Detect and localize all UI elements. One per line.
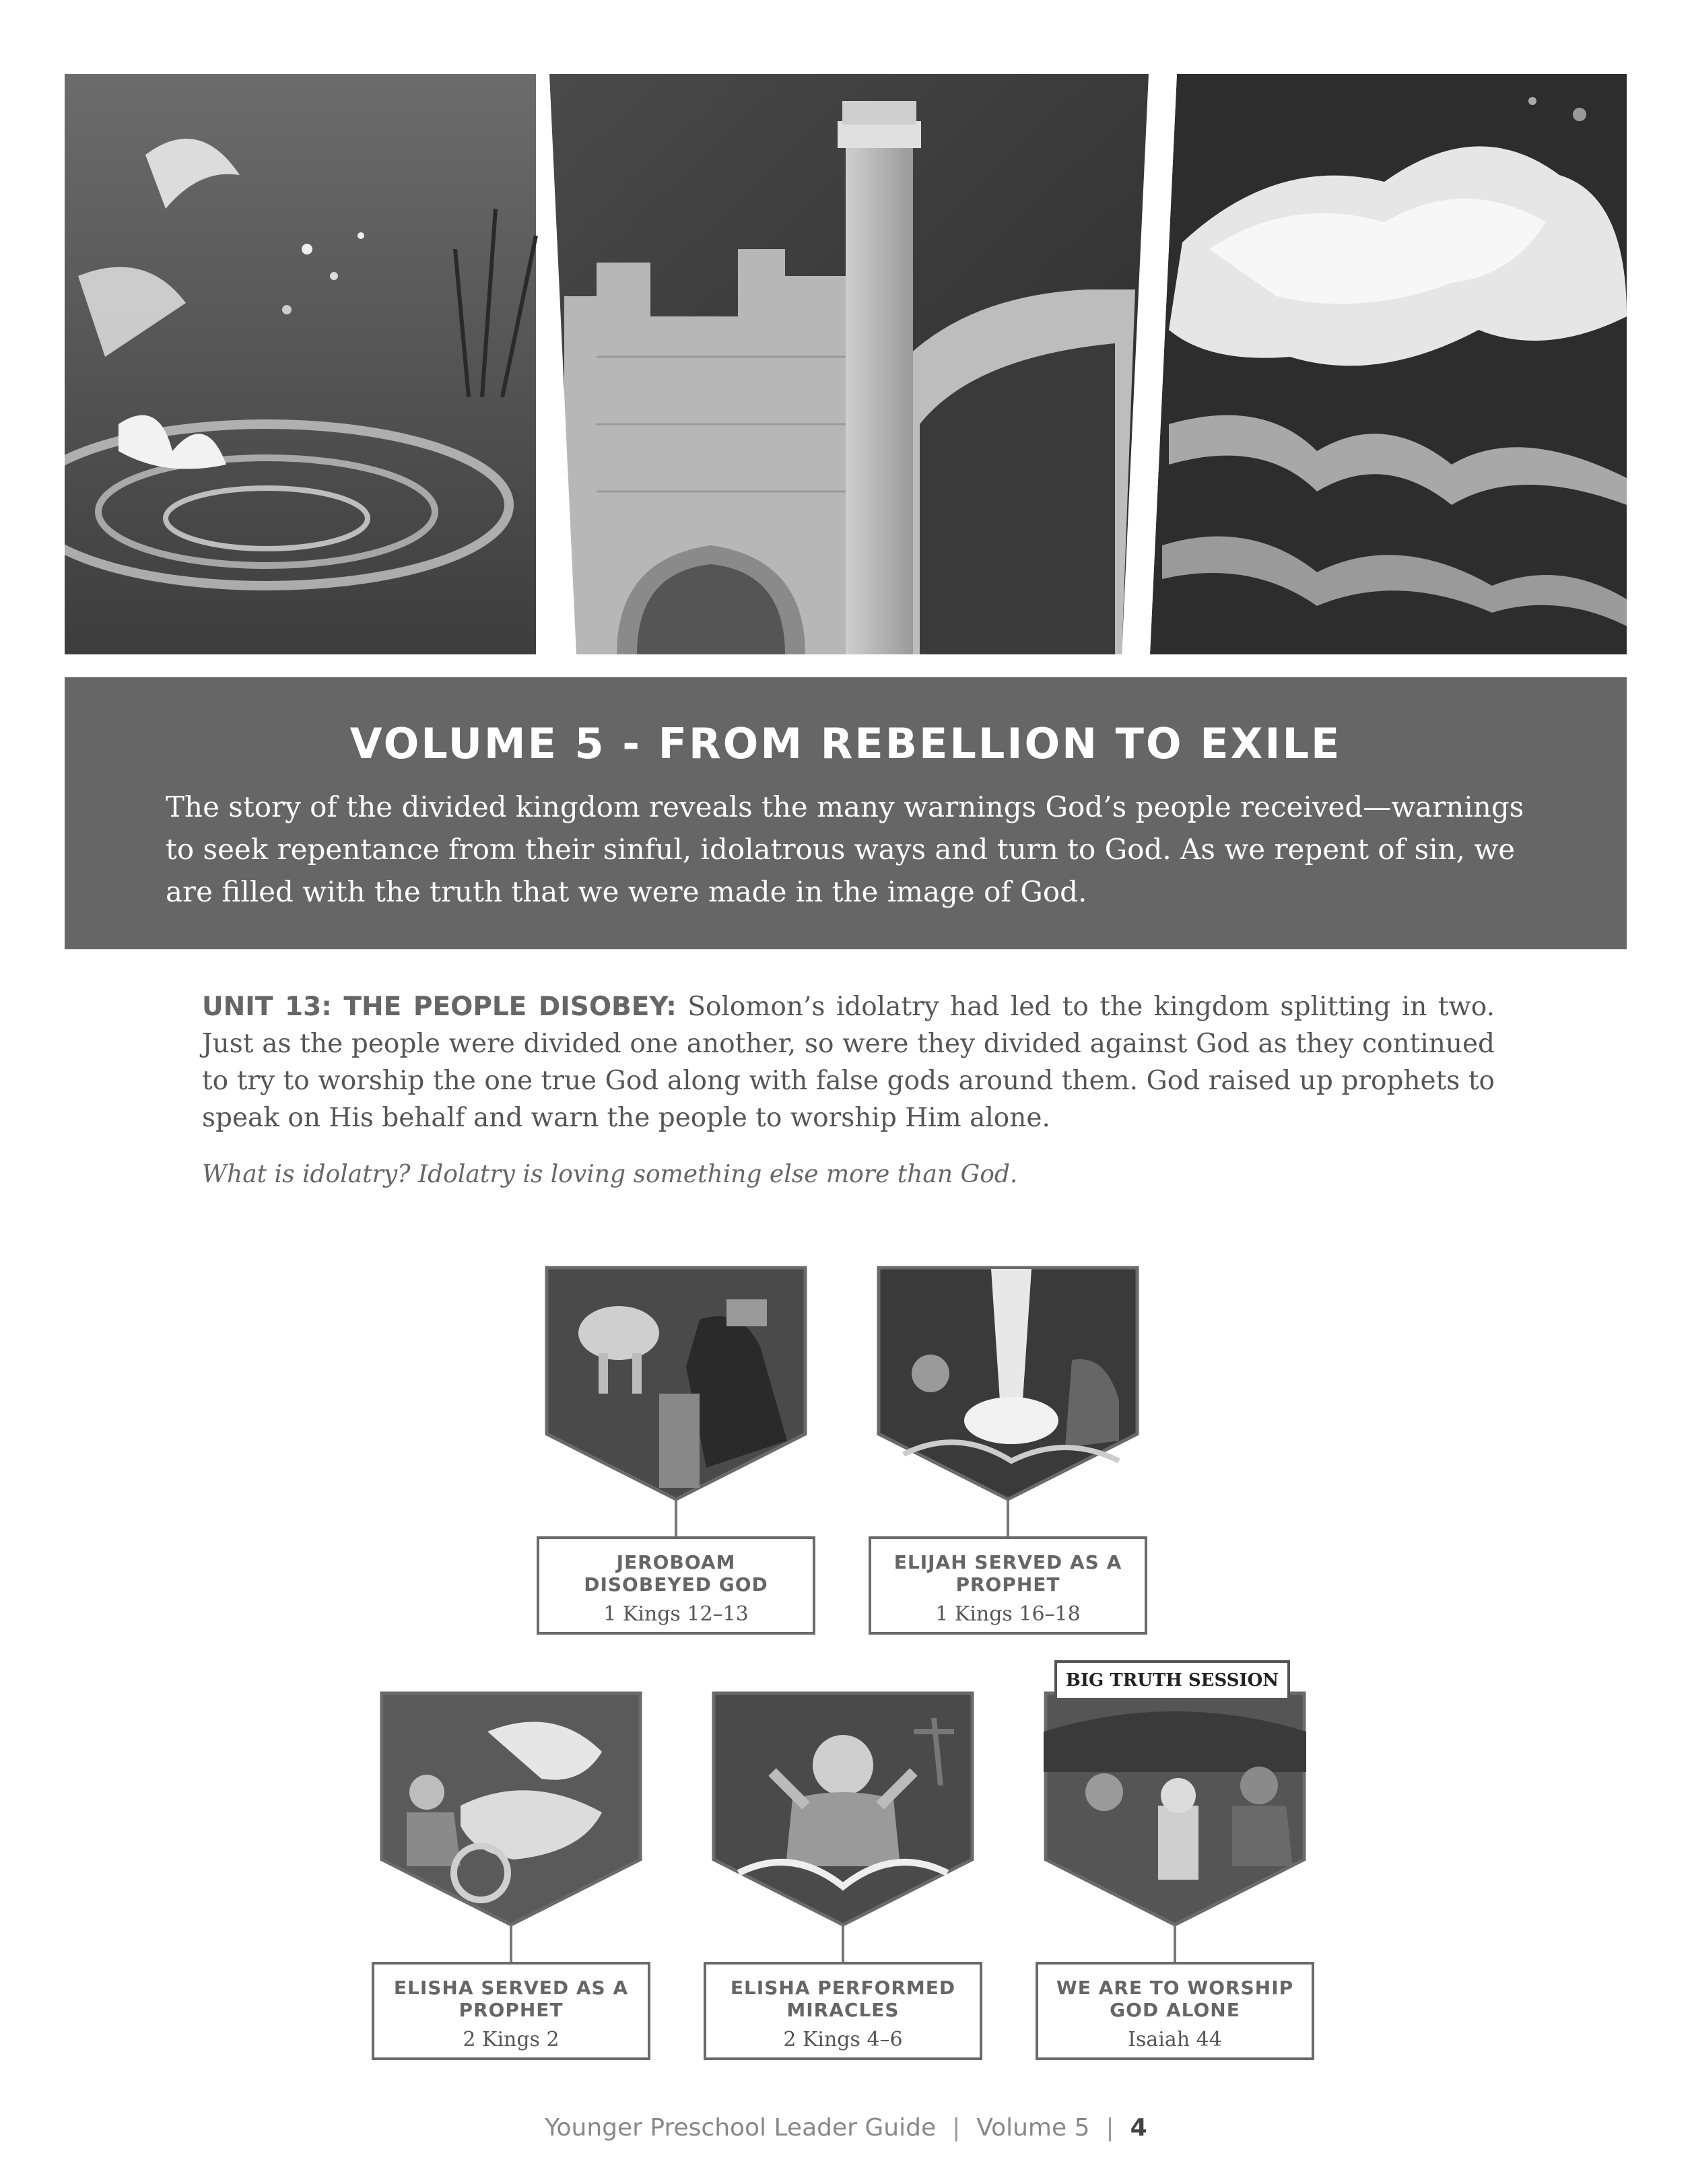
volume-title: VOLUME 5 - FROM REBELLION TO EXILE [349,719,1342,768]
volume-header [65,677,1627,949]
session-1-label [537,1536,815,1635]
unit-text: Solomon’s idolatry had led to the kingdom splitting in two. Just as the people were divided one another, so were they divided against God as they continued to try to worship the one true God along with false gods around them. God raised up prophets to speak on His behalf and warn the people to worship Him alone. [202,992,1495,1133]
session-2-illustration [877,1266,1139,1535]
big-truth-session-badge: BIG TRUTH SESSION [1054,1660,1290,1701]
page-footer [0,2114,1692,2142]
page-number: 4 [1130,2114,1147,2142]
ruins-illustration [537,74,1149,654]
footer-separator: | [952,2114,961,2142]
session-4-illustration [712,1691,974,1960]
session-3-title: ELISHA SERVED AS A PROPHET [393,1977,629,2021]
banner-illustrations [65,74,1627,654]
session-4-label [704,1962,982,2060]
session-5-title: WE ARE TO WORSHIP GOD ALONE [1056,1977,1294,2021]
session-2-label [869,1536,1147,1635]
session-3-reference: 2 Kings 2 [463,2028,560,2051]
session-5-illustration [1044,1691,1306,1960]
session-1-illustration [545,1266,807,1535]
volume-description: The story of the divided kingdom reveals the many warnings God’s people received—warnings to seek repentance from their sinful, idolatrous ways and turn to God. As we repent of sin, we are filled with the truth that we were made in the image of God. [166,790,1524,908]
footer-guide-title: Younger Preschool Leader Guide [545,2114,937,2142]
footer-separator-2: | [1106,2114,1114,2142]
session-3-illustration [380,1691,642,1960]
session-2-title: ELIJAH SERVED AS A PROPHET [893,1551,1122,1596]
unit-label: UNIT 13: THE PEOPLE DISOBEY: [202,992,677,1022]
session-3-connector [510,1925,512,1962]
idolatry-question: What is idolatry? Idolatry is loving something else more than God. [202,1161,1018,1188]
session-1-reference: 1 Kings 12–13 [603,1602,749,1626]
storm-illustration [1150,74,1627,654]
session-5-connector [1174,1925,1176,1962]
session-1-title: JEROBOAM DISOBEYED GOD [584,1551,768,1596]
footer-volume: Volume 5 [976,2114,1090,2142]
session-2-reference: 1 Kings 16–18 [935,1602,1081,1626]
session-4-reference: 2 Kings 4–6 [783,2028,903,2051]
water-illustration [65,74,536,654]
unit-description [202,988,1495,1136]
session-2-connector [1007,1500,1009,1536]
session-5-reference: Isaiah 44 [1128,2028,1222,2051]
session-1-connector [675,1500,677,1536]
session-3-label [372,1962,650,2060]
session-5-label [1036,1962,1314,2060]
session-4-connector [842,1925,844,1962]
session-4-title: ELISHA PERFORMED MIRACLES [730,1977,956,2021]
